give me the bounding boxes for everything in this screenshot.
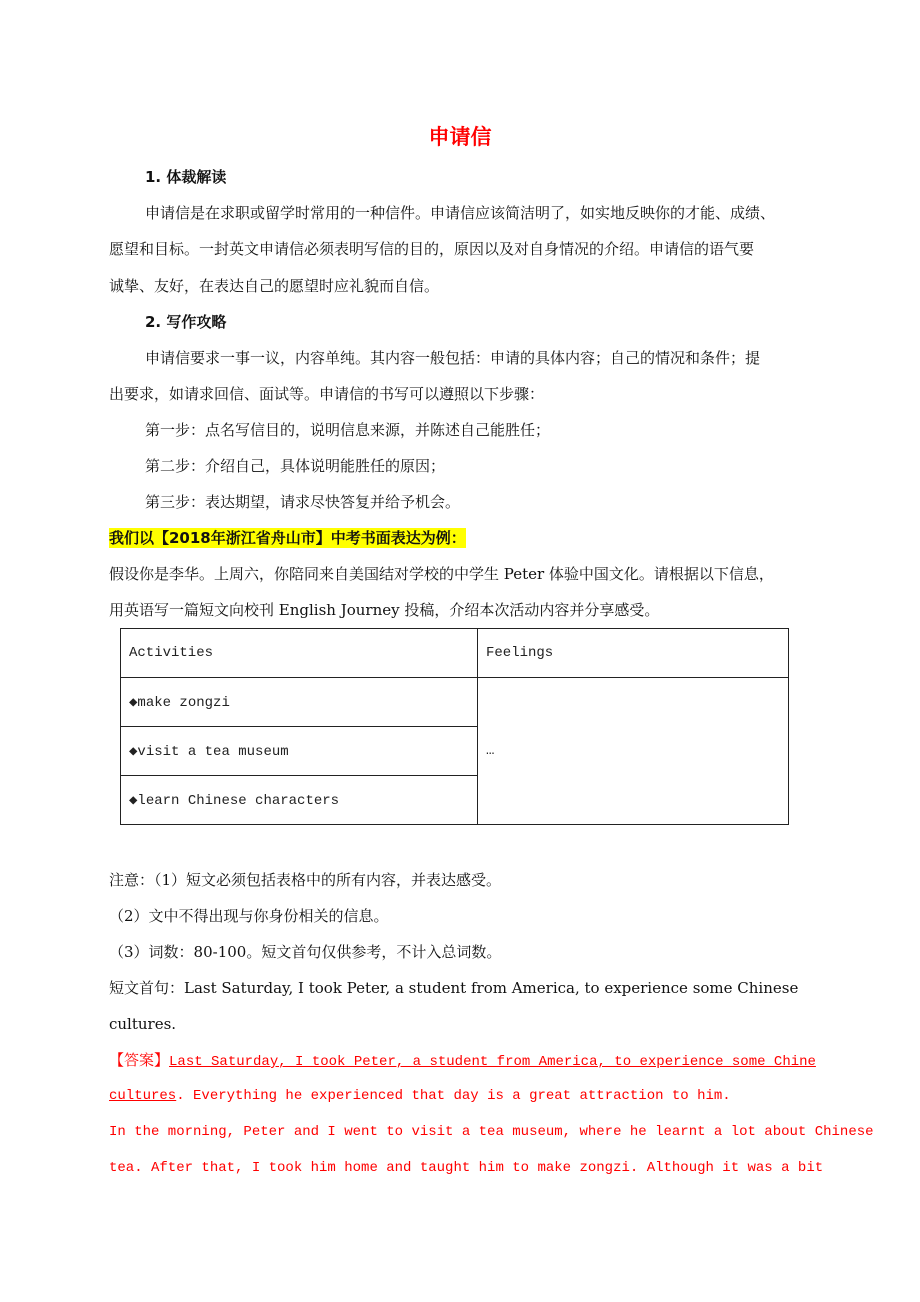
activity-cell: ◆make zongzi (121, 678, 478, 727)
paragraph-line: 出要求，如请求回信、面试等。申请信的书写可以遵照以下步骤： (109, 385, 545, 403)
paragraph-line: 申请信要求一事一议，内容单纯。其内容一般包括：申请的具体内容；自己的情况和条件；提 (145, 349, 761, 367)
note-line: （2）文中不得出现与你身份相关的信息。 (109, 907, 389, 925)
paragraph-line: 申请信是在求职或留学时常用的一种信件。申请信应该简洁明了，如实地反映你的才能、成绩、 (145, 204, 776, 222)
answer-line: In the morning, Peter and I went to visit a tea museum, where he learnt a lot about Chinese (109, 1124, 874, 1140)
note-line: 注意：（1）短文必须包括表格中的所有内容，并表达感受。 (109, 871, 502, 889)
step-2: 第二步：介绍自己，具体说明能胜任的原因； (145, 457, 446, 475)
table-row (121, 678, 789, 727)
step-1: 第一步：点名写信目的，说明信息来源，并陈述自己能胜任； (145, 421, 551, 439)
answer-text: . Everything he experienced that day is a great attraction to him. (176, 1088, 731, 1104)
activity-cell: ◆learn Chinese characters (121, 776, 478, 825)
note-line: （3）词数：80-100。短文首句仅供参考，不计入总词数。 (109, 943, 502, 961)
answer-line (109, 1050, 816, 1072)
answer-line (109, 1086, 731, 1106)
opening-sentence: 短文首句：Last Saturday, I took Peter, a student from America, to experience some Chinese (109, 979, 799, 997)
step-3: 第三步：表达期望，请求尽快答复并给予机会。 (145, 493, 461, 511)
section-heading-strategy: 2. 写作攻略 (145, 313, 227, 331)
answer-label: 【答案】 (109, 1051, 170, 1069)
highlighted-text: 我们以【2018年浙江省舟山市】中考书面表达为例： (109, 529, 466, 547)
paragraph-line: 愿望和目标。一封英文申请信必须表明写信的目的，原因以及对自身情况的介绍。申请信的语气要 (109, 240, 755, 258)
header-activities: Activities (121, 629, 478, 678)
header-feelings: Feelings (478, 629, 789, 678)
section-heading-genre: 1. 体裁解读 (145, 168, 227, 186)
activities-table (120, 628, 789, 825)
activity-cell: ◆visit a tea museum (121, 727, 478, 776)
answer-line: tea. After that, I took him home and taught him to make zongzi. Although it was a bit (109, 1160, 824, 1176)
feelings-cell: … (478, 678, 789, 825)
table-header-row (121, 629, 789, 678)
prompt-line: 假设你是李华。上周六，你陪同来自美国结对学校的中学生 Peter 体验中国文化。请根据以下信息， (109, 565, 774, 583)
opening-sentence: cultures. (109, 1015, 177, 1033)
answer-underlined: cultures (109, 1088, 177, 1104)
page-title: 申请信 (428, 125, 492, 149)
paragraph-line: 诚挚、友好，在表达自己的愿望时应礼貌而自信。 (109, 277, 440, 295)
answer-underlined: Last Saturday, I took Peter, a student from America, to experience some Chine (169, 1054, 816, 1070)
example-banner (109, 528, 466, 548)
prompt-line: 用英语写一篇短文向校刊 English Journey 投稿，介绍本次活动内容并分享感受。 (109, 601, 660, 619)
